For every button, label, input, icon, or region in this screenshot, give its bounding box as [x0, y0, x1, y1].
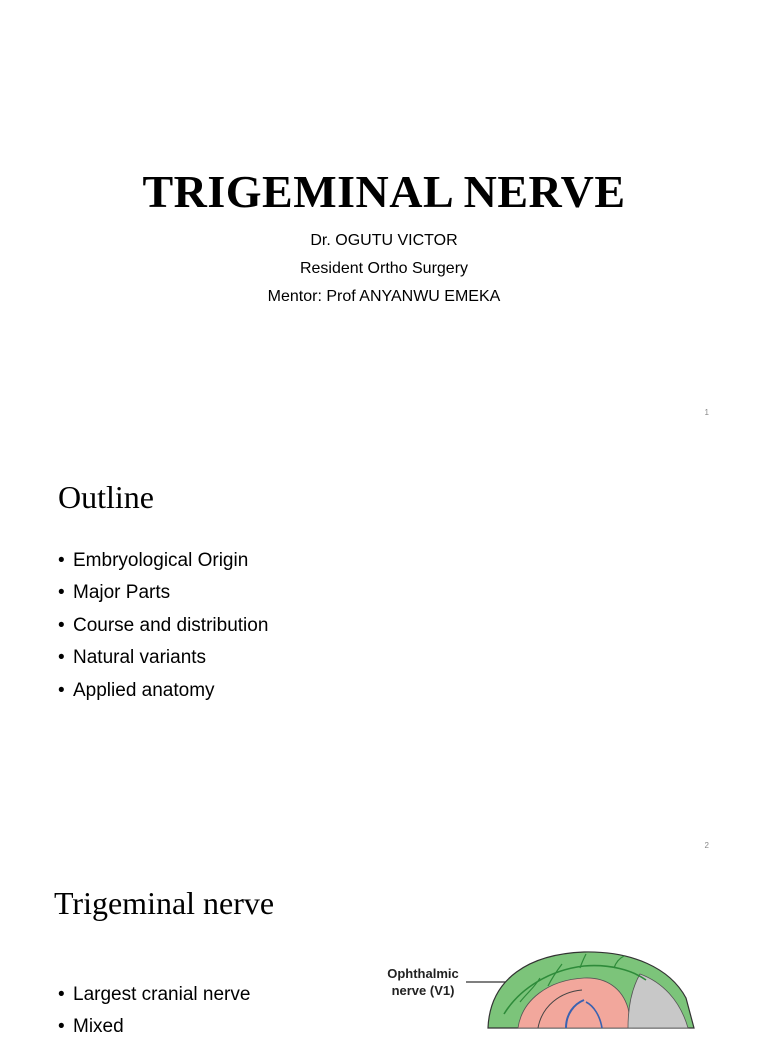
presentation-title: TRIGEMINAL NERVE [142, 166, 626, 217]
slide-outline [0, 432, 768, 862]
slide-page-number: 2 [704, 841, 709, 850]
list-item: • Major Parts [58, 580, 268, 612]
list-item: • Mixed [58, 1014, 250, 1046]
slide-trigeminal-nerve [0, 864, 768, 1038]
outline-list [58, 548, 268, 710]
list-item: • Embryological Origin [58, 548, 268, 580]
slide-heading: Outline [58, 479, 154, 515]
list-item: • Course and distribution [58, 613, 268, 645]
author-role: Resident Ortho Surgery [299, 260, 469, 277]
slide-page-number: 1 [704, 408, 709, 417]
list-item: • Applied anatomy [58, 678, 268, 710]
facts-list [58, 982, 250, 1047]
list-item: • Natural variants [58, 645, 268, 677]
slide-title [0, 0, 768, 430]
trigeminal-diagram [370, 948, 768, 1028]
list-item: • Largest cranial nerve [58, 982, 250, 1014]
author-name: Dr. OGUTU VICTOR [310, 232, 458, 249]
mentor-name: Mentor: Prof ANYANWU EMEKA [267, 288, 501, 305]
diagram-label-line: Ophthalmic [387, 966, 459, 981]
diagram-label-ophthalmic [378, 965, 468, 999]
diagram-label-line: nerve (V1) [391, 983, 455, 998]
slide-heading: Trigeminal nerve [54, 885, 275, 921]
